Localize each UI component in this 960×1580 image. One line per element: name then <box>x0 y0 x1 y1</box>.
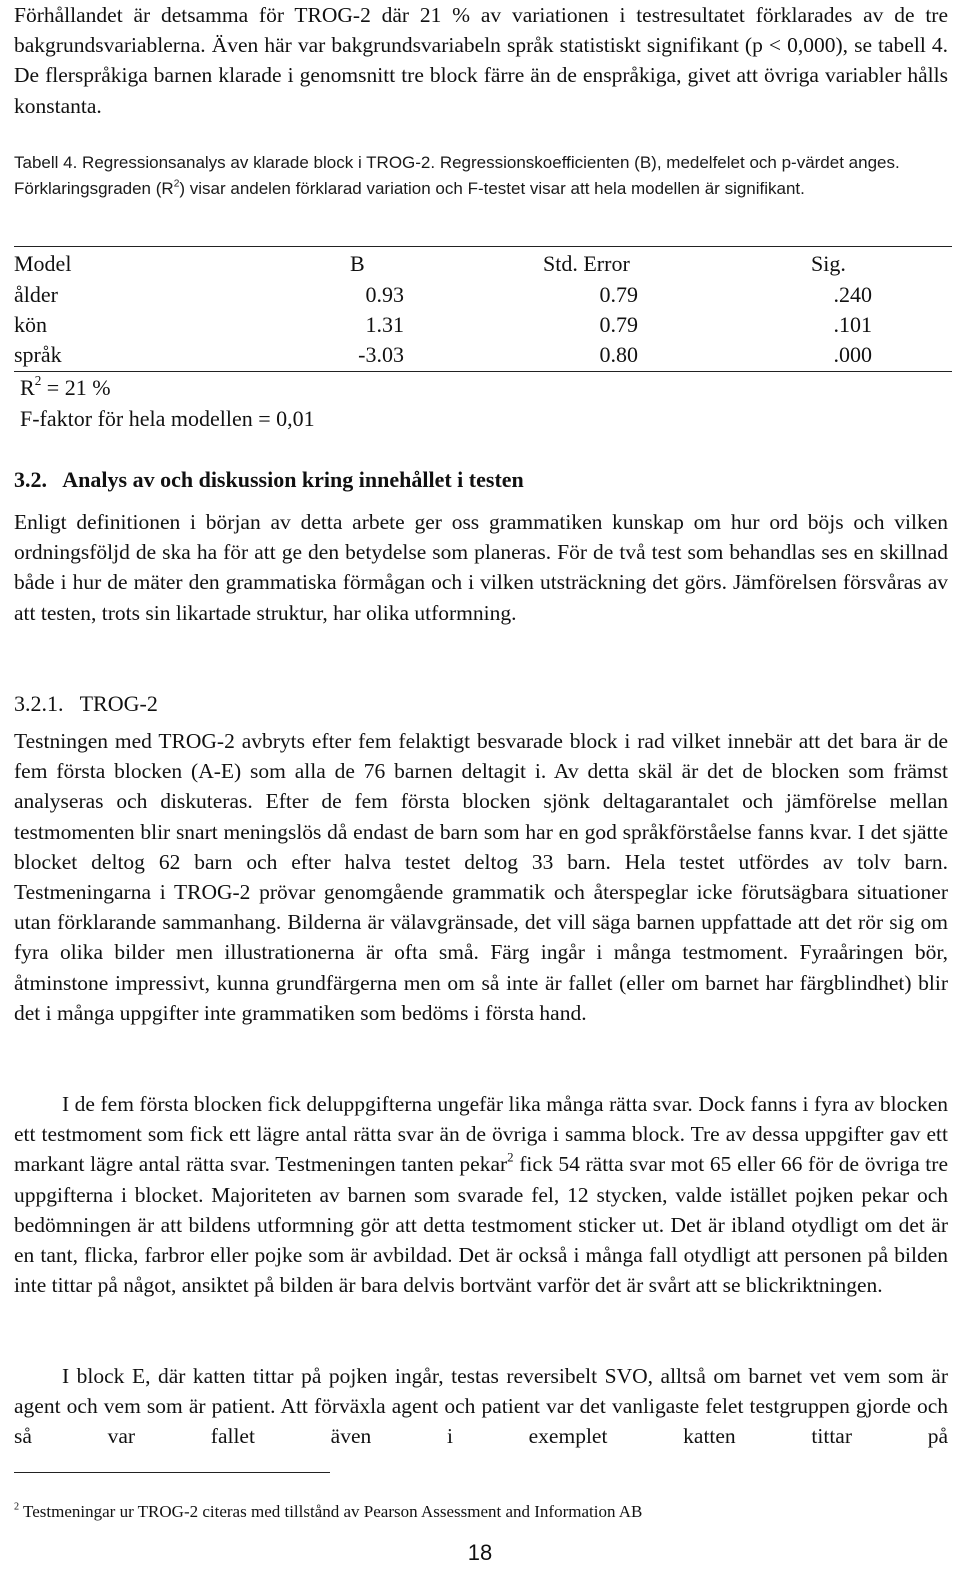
table-r-squared-note <box>20 373 111 403</box>
cell-variable: språk <box>14 342 62 367</box>
table-caption <box>14 150 950 201</box>
page-number: 18 <box>467 1540 493 1565</box>
paragraph-2-text: I de fem första blocken fick deluppgifterna ungefär lika många rätta svar. Dock fanns i fyra av blocken ett testmoment som fick ett lägre antal rätta svar än de övriga i samma block. Tre av dessa uppgifter gav ett markant lägre antal rätta svar. Testmeningen tanten pekar <box>14 1092 948 1177</box>
footnote-marker: 2 <box>14 1501 20 1513</box>
footnote <box>14 1500 642 1524</box>
cell-variable: ålder <box>14 282 58 307</box>
subsection-paragraph-1: Testningen med TROG-2 avbryts efter fem felaktigt besvarade block i rad vilket innebär att det bara är de fem första blocken (A-E) som alla de 76 barnen deltagit i. Av detta skäl är det de blocken som främst analyseras och diskuteras. Efter de fem första blocken sjönk deltagarantalet och jämförelse mellan testmomenten blir snart meningslös då endast de barn som har en god språkförståelse fanns kvar. I det sjätte blocket deltog 62 barn och efter halva testet deltog 33 barn. Hela testet utfördes av tolv barn. Testmeningarna i TROG-2 prövar genomgående grammatik och återspeglar icke förutsägbara situationer utan förklarande sammanhang. Bilderna är välavgränsade, det vill säga barnen uppfattade att det rör sig om fyra olika bilder men illustrationerna är ofta små. Färg ingår i många testmoment. Fyraåringen bör, åtminstone impressivt, kunna grundfärgerna men om så inte är fallet (eller om barnet har färgblindhet) blir det i många uppgifter inte grammatiken som bedöms i första hand. <box>14 729 948 1025</box>
table-f-factor-note: F-faktor för hela modellen = 0,01 <box>20 406 315 431</box>
cell-sig: .240 <box>833 282 872 307</box>
header-model: Model <box>14 251 72 276</box>
cell-b: 1.31 <box>365 312 404 337</box>
r-squared-value: = 21 % <box>41 375 111 400</box>
paragraph-2-text-end: fick 54 rätta svar mot 65 eller 66 för de övriga tre uppgifterna i blocket. Majoriteten av barnen som svarade fel, 12 stycken, valde istället pojken pekar och bedömningen är att bildens utformning gör att detta testmoment sticker ut. Det är ibland otydligt om det är en tant, flicka, farbror eller pojke som är avbildad. Det är också i många fall otydligt att personen på bilden inte tittar på något, ansiktet på bilden är bara delvis bortvänt varför det är svårt att se blickriktningen. <box>14 1152 948 1298</box>
subsection-paragraph-3: I block E, där katten tittar på pojken ingår, testas reversibelt SVO, alltså om barnet vet vem som är agent och vem som är patient. Att förväxla agent och patient var det vanligaste felet testgruppen gjorde och så var fallet även i exemplet katten tittar på <box>14 1364 948 1449</box>
cell-b: -3.03 <box>358 342 404 367</box>
header-b: B <box>350 251 365 276</box>
table-header-row <box>14 249 952 279</box>
table-caption-text: Tabell 4. Regressionsanalys av klarade block i TROG-2. Regressionskoefficienten (B), medelfelet och p-värdet anges. Förklaringsgraden (R <box>14 153 900 198</box>
table-top-rule <box>14 246 952 247</box>
header-sig: Sig. <box>811 251 846 276</box>
footnote-text: Testmeningar ur TROG-2 citeras med tillstånd av Pearson Assessment and Information AB <box>19 1502 643 1521</box>
footnote-reference: 2 <box>507 1150 514 1165</box>
cell-sig: .101 <box>833 312 872 337</box>
table-bottom-rule <box>14 371 952 372</box>
section-heading: 3.2. Analys av och diskussion kring innehållet i testen <box>14 467 524 492</box>
r-squared-superscript: 2 <box>34 373 42 389</box>
table-row <box>14 310 952 340</box>
cell-std-error: 0.79 <box>599 282 638 307</box>
cell-sig: .000 <box>833 342 872 367</box>
cell-b: 0.93 <box>365 282 404 307</box>
subsection-paragraph-2 <box>14 1089 948 1300</box>
cell-std-error: 0.79 <box>599 312 638 337</box>
table-caption-text-end: ) visar andelen förklarad variation och F-testet visar att hela modellen är signifikant. <box>179 178 805 198</box>
table-row <box>14 280 952 310</box>
subsection-heading: 3.2.1. TROG-2 <box>14 691 158 716</box>
r-squared-symbol: R <box>20 375 35 400</box>
cell-variable: kön <box>14 312 47 337</box>
intro-paragraph: Förhållandet är detsamma för TROG-2 där 21 % av variationen i testresultatet förklarades av de tre bakgrundsvariablerna. Även här var bakgrundsvariabeln språk statistiskt signifikant (p < 0,000), se tabell 4. De flerspråkiga barnen klarade i genomsnitt tre block färre än de enspråkiga, givet att övriga variabler hålls konstanta. <box>14 3 948 118</box>
cell-std-error: 0.80 <box>599 342 638 367</box>
header-std-error: Std. Error <box>543 251 630 276</box>
table-caption-superscript: 2 <box>173 177 180 189</box>
section-paragraph: Enligt definitionen i början av detta arbete ger oss grammatiken kunskap om hur ord böjs och vilken ordningsföljd de ska ha för att ge den betydelse som planeras. För de två test som behandlas ses en skillnad både i hur de mäter den grammatiska förmågan och i vilken utsträckning det görs. Jämförelsen försvåras av att testen, trots sin likartade struktur, har olika utformning. <box>14 510 948 625</box>
table-row <box>14 340 952 370</box>
footnote-separator <box>14 1472 330 1473</box>
